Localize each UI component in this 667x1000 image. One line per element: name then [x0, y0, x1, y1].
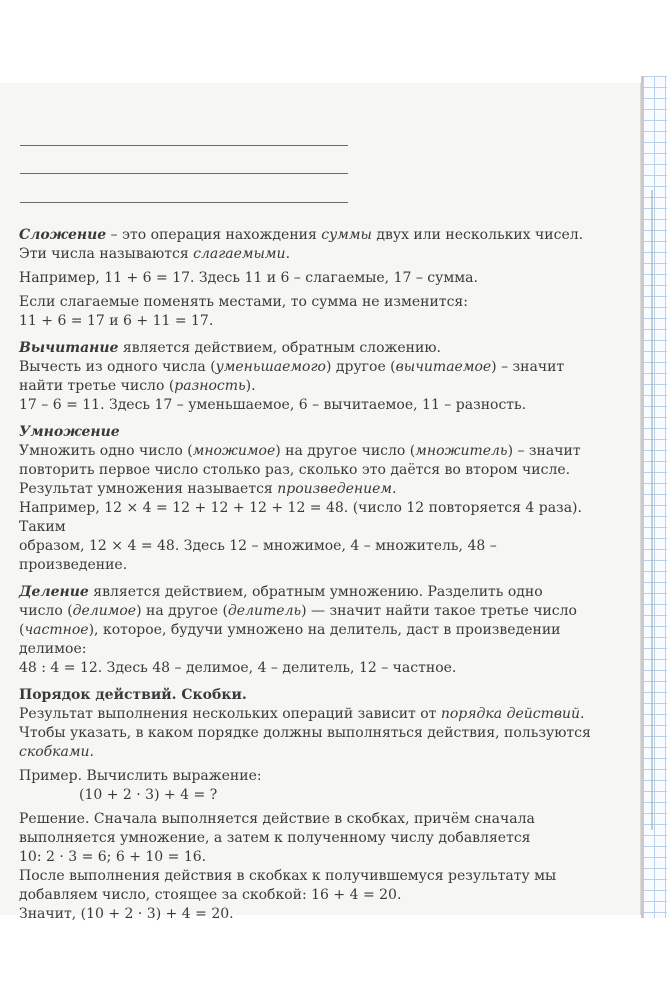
blank-line-3	[20, 202, 348, 203]
subtraction-line-2: Вычесть из одного числа (уменьшаемого) другое (вычитаемое) – значит	[19, 359, 565, 375]
blank-line-2	[20, 173, 348, 174]
example-label: Пример. Вычислить выражение:	[19, 768, 262, 784]
addition-definition: Сложение – это операция нахождения суммы двух или нескольких чисел.	[19, 227, 584, 243]
addition-rule-example: 11 + 6 = 17 и 6 + 11 = 17.	[19, 313, 214, 329]
grid-paper-edge	[641, 76, 667, 918]
division-line-3: (частное), которое, будучи умножено на делитель, даст в произведении	[19, 622, 561, 638]
solution-line-2: выполняется умножение, а затем к полученному числу добавляется	[19, 830, 531, 846]
order-heading: Порядок действий. Скобки.	[19, 687, 247, 703]
division-definition: Деление является действием, обратным умножению. Разделить одно	[19, 584, 543, 600]
solution-line-4: После выполнения действия в скобках к получившемуся результату мы	[19, 868, 557, 884]
order-line-3: скобками.	[19, 744, 94, 760]
addition-example: Например, 11 + 6 = 17. Здесь 11 и 6 – слагаемые, 17 – сумма.	[19, 270, 478, 286]
multiplication-line-2: повторить первое число столько раз, сколько это даётся во втором числе.	[19, 462, 571, 478]
addition-term: Сложение	[19, 227, 107, 243]
page-content	[19, 226, 599, 924]
page-gap-shadow	[651, 190, 653, 830]
division-line-4: делимое:	[19, 641, 87, 657]
solution-line-1: Решение. Сначала выполняется действие в скобках, причём сначала	[19, 811, 535, 827]
solution-line-3: 10: 2 · 3 = 6; 6 + 10 = 16.	[19, 849, 207, 865]
blank-line-1	[20, 145, 348, 146]
example-expression: (10 + 2 · 3) + 4 = ?	[79, 787, 218, 803]
subtraction-line-3: найти третье число (разность).	[19, 378, 256, 394]
addition-terms-line: Эти числа называются слагаемыми.	[19, 246, 291, 262]
solution-answer: Значит, (10 + 2 · 3) + 4 = 20.	[19, 906, 234, 922]
division-line-2: число (делимое) на другое (делитель) — значит найти такое третье число	[19, 603, 577, 619]
division-term: Деление	[19, 584, 89, 600]
multiplication-line-3: Результат умножения называется произведением.	[19, 481, 397, 497]
multiplication-example-2: образом, 12 × 4 = 48. Здесь 12 – множимое, 4 – множитель, 48 – произведение.	[19, 538, 497, 573]
multiplication-term: Умножение	[19, 424, 120, 440]
solution-line-5: добавляем число, стоящее за скобкой: 16 + 4 = 20.	[19, 887, 402, 903]
subtraction-term: Вычитание	[19, 340, 119, 356]
order-line-1: Результат выполнения нескольких операций зависит от порядка действий.	[19, 706, 585, 722]
multiplication-line-1: Умножить одно число (множимое) на другое число (множитель) – значит	[19, 443, 581, 459]
subtraction-definition: Вычитание является действием, обратным сложению.	[19, 340, 441, 356]
division-example: 48 : 4 = 12. Здесь 48 – делимое, 4 – делитель, 12 – частное.	[19, 660, 457, 676]
multiplication-example-1: Например, 12 × 4 = 12 + 12 + 12 + 12 = 48. (число 12 повторяется 4 раза). Таким	[19, 500, 582, 535]
subtraction-example: 17 – 6 = 11. Здесь 17 – уменьшаемое, 6 – вычитаемое, 11 – разность.	[19, 397, 527, 413]
addition-rule: Если слагаемые поменять местами, то сумма не изменится:	[19, 294, 468, 310]
order-line-2: Чтобы указать, в каком порядке должны выполняться действия, пользуются	[19, 725, 591, 741]
